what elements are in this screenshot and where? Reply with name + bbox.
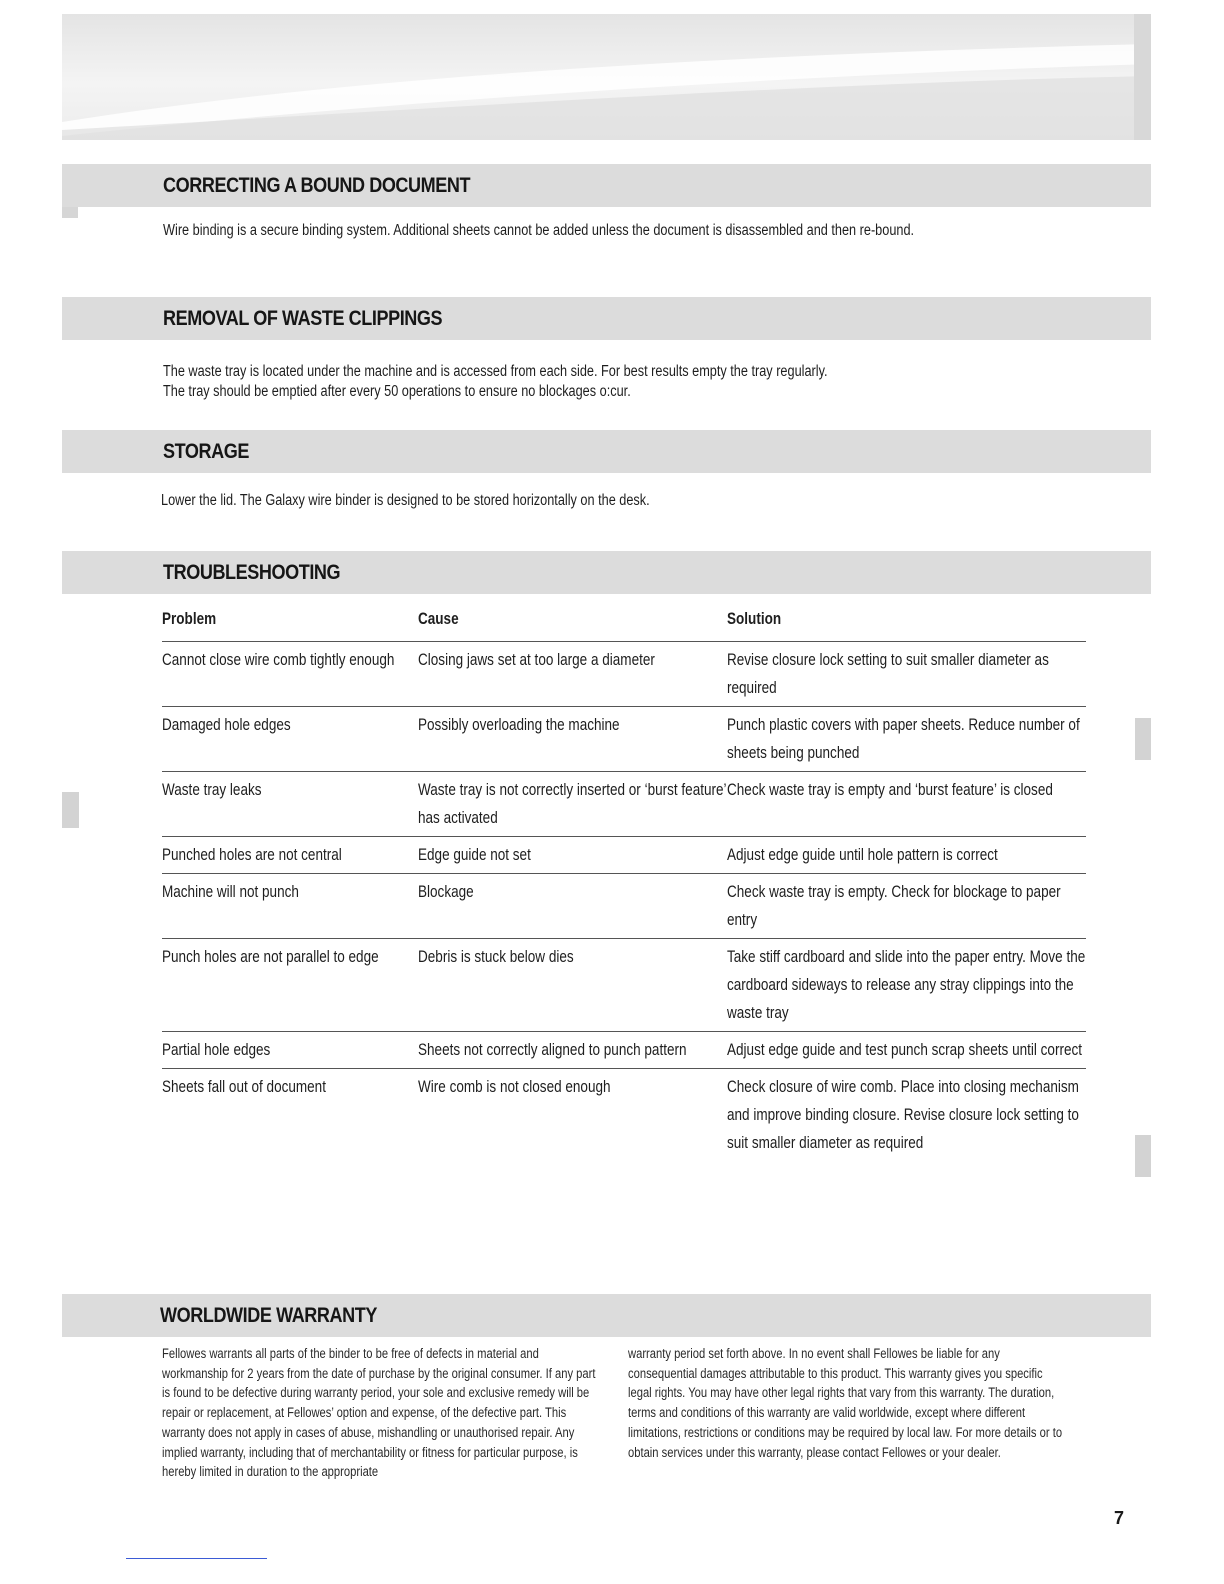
footer-underline <box>126 1558 267 1559</box>
column-header-problem: Problem <box>162 600 418 642</box>
table-row <box>162 939 1086 1032</box>
table-row <box>162 772 1086 837</box>
solution-cell: Adjust edge guide until hole pattern is correct <box>727 837 1086 874</box>
section-title: REMOVAL OF WASTE CLIPPINGS <box>163 307 443 330</box>
solution-cell: Revise closure lock setting to suit smaller diameter as required <box>727 642 1086 707</box>
table-row <box>162 642 1086 707</box>
storage-text: Lower the lid. The Galaxy wire binder is designed to be stored horizontally on the desk. <box>161 492 650 509</box>
table-header-row <box>162 600 1086 642</box>
side-marker <box>1135 1135 1151 1177</box>
table-row <box>162 874 1086 939</box>
cause-cell: Wire comb is not closed enough <box>418 1078 611 1096</box>
table-row <box>162 707 1086 772</box>
section-header-warranty <box>62 1294 1151 1337</box>
section-header-correcting <box>62 164 1151 207</box>
section-header-removal <box>62 297 1151 340</box>
solution-cell: Take stiff cardboard and slide into the paper entry. Move the cardboard sideways to release any stray clippings into the waste tray <box>727 939 1086 1032</box>
problem-cell: Cannot close wire comb tightly enough <box>162 642 418 707</box>
cause-cell: Closing jaws set at too large a diameter <box>418 642 727 707</box>
solution-cell: Check closure of wire comb. Place into closing mechanism and improve binding closure. Revise closure lock setting to suit smaller diameter as required <box>727 1078 1079 1152</box>
problem-cell: Waste tray leaks <box>162 772 418 837</box>
removal-text-line2: The tray should be emptied after every 50 operations to ensure no blockages o:cur. <box>163 383 631 400</box>
table-row <box>162 1069 1086 1162</box>
section-title: TROUBLESHOOTING <box>163 561 341 584</box>
problem-cell: Machine will not punch <box>162 874 418 939</box>
problem-cell: Punch holes are not parallel to edge <box>162 939 418 1032</box>
troubleshooting-table <box>162 600 1086 1161</box>
table-row <box>162 837 1086 874</box>
column-header-cause: Cause <box>418 600 727 642</box>
problem-cell: Damaged hole edges <box>162 707 418 772</box>
section-title: WORLDWIDE WARRANTY <box>160 1304 377 1327</box>
side-marker <box>1135 718 1151 760</box>
section-header-troubleshooting <box>62 551 1151 594</box>
problem-cell: Sheets fall out of document <box>162 1078 326 1096</box>
cause-cell: Possibly overloading the machine <box>418 707 727 772</box>
solution-cell: Check waste tray is empty. Check for blockage to paper entry <box>727 874 1086 939</box>
solution-cell: Punch plastic covers with paper sheets. Reduce number of sheets being punched <box>727 707 1086 772</box>
warranty-text-column-2: warranty period set forth above. In no event shall Fellowes be liable for any consequential damages attributable to this product. This warranty gives you specific legal rights. You may have other legal rights that vary from this warranty. The duration, terms and conditions of this warranty are valid worldwide, except where different limitations, restrictions or conditions may be required by local law. For more details or to obtain services under this warranty, please contact Fellowes or your dealer. <box>628 1346 1063 1460</box>
section-title: CORRECTING A BOUND DOCUMENT <box>163 174 471 197</box>
correcting-text: Wire binding is a secure binding system. Additional sheets cannot be added unless the document is disassembled and then re-bound. <box>163 222 915 239</box>
cause-cell: Blockage <box>418 874 727 939</box>
cause-cell: Waste tray is not correctly inserted or ‘burst feature’ has activated <box>418 772 727 837</box>
warranty-text-column-1: Fellowes warrants all parts of the binder to be free of defects in material and workmanship for 2 years from the date of purchase by the original consumer. If any part is found to be defective during warranty period, your sole and exclusive remedy will be repair or replacement, at Fellowes’ option and expense, of the defective part. This warranty does not apply in cases of abuse, mishandling or unauthorised repair. Any implied warranty, including that of merchantability or fitness for particular purpose, is hereby limited in duration to the appropriate <box>162 1346 596 1480</box>
cause-cell: Sheets not correctly aligned to punch pattern <box>418 1032 727 1069</box>
problem-cell: Partial hole edges <box>162 1032 418 1069</box>
side-marker <box>62 792 79 828</box>
cause-cell: Debris is stuck below dies <box>418 939 727 1032</box>
header-banner <box>62 14 1151 140</box>
problem-cell: Punched holes are not central <box>162 837 418 874</box>
cause-cell: Edge guide not set <box>418 837 727 874</box>
solution-cell: Adjust edge guide and test punch scrap sheets until correct <box>727 1032 1086 1069</box>
table-row <box>162 1032 1086 1069</box>
page-number: 7 <box>1114 1508 1125 1528</box>
section-title: STORAGE <box>163 440 249 463</box>
solution-cell: Check waste tray is empty and ‘burst feature’ is closed <box>727 772 1086 837</box>
column-header-solution: Solution <box>727 600 1086 642</box>
section-header-storage <box>62 430 1151 473</box>
removal-text-line1: The waste tray is located under the machine and is accessed from each side. For best results empty the tray regularly. <box>163 363 828 380</box>
